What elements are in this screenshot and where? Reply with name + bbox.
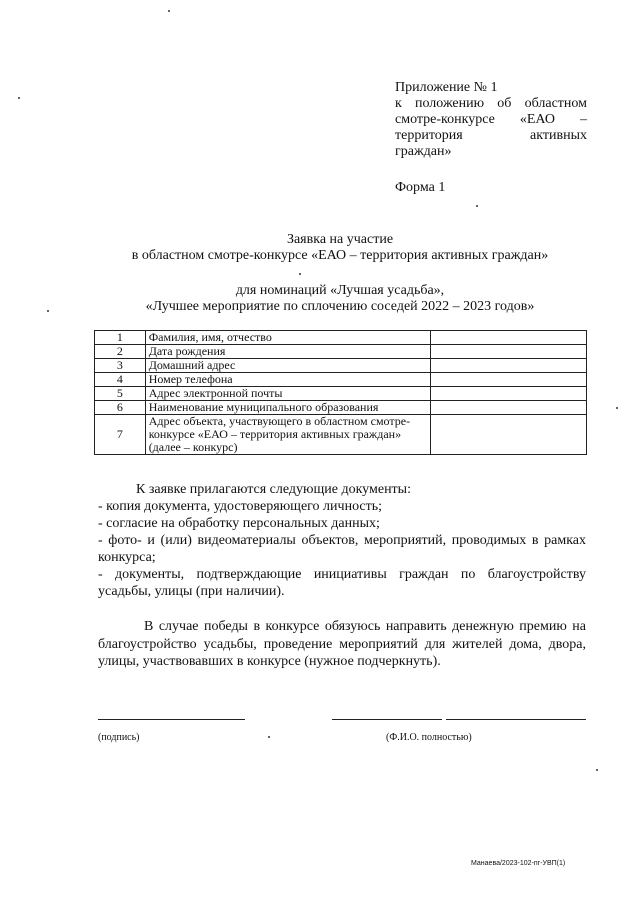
nomination-line: для номинаций «Лучшая усадьба», (235, 283, 445, 298)
row-label: Наименование муниципального образования (145, 401, 430, 415)
signature-line[interactable] (98, 719, 245, 720)
row-value-field[interactable] (431, 415, 587, 455)
appendix-line: Приложение № 1 (395, 80, 498, 95)
table-row (95, 373, 587, 387)
title-line: в областном смотре-конкурсе «ЕАО – территория активных граждан» (131, 248, 549, 263)
row-label: Дата рождения (145, 345, 430, 359)
row-number: 4 (95, 373, 146, 387)
full-name-caption: (Ф.И.О. полностью) (386, 732, 472, 743)
row-number: 2 (95, 345, 146, 359)
obligation-paragraph (98, 618, 586, 671)
row-value-field[interactable] (431, 373, 587, 387)
row-value-field[interactable] (431, 359, 587, 373)
document-item: - согласие на обработку персональных данных; (98, 516, 380, 531)
document-item: - документы, подтверждающие инициативы граждан по благоустройству усадьбы, улицы (при наличии). (98, 567, 586, 599)
row-label: Номер телефона (145, 373, 430, 387)
row-number: 3 (95, 359, 146, 373)
row-label: Фамилия, имя, отчество (145, 331, 430, 345)
row-value-field[interactable] (431, 331, 587, 345)
row-number: 5 (95, 387, 146, 401)
document-title (80, 232, 600, 264)
document-item: - фото- и (или) видеоматериалы объектов, мероприятий, проводимых в рамках конкурса; (98, 533, 586, 565)
scan-speck (616, 407, 618, 409)
attached-documents (98, 481, 586, 600)
scan-speck (268, 736, 270, 738)
document-item: - копия документа, удостоверяющего личность; (98, 499, 383, 514)
scan-speck (168, 10, 170, 12)
row-number: 6 (95, 401, 146, 415)
row-label: Адрес объекта, участвующего в областном смотре-конкурсе «ЕАО – территория активных граждан» (далее – конкурс) (145, 415, 430, 455)
row-number: 1 (95, 331, 146, 345)
table-row (95, 415, 587, 455)
form-label: Форма 1 (395, 180, 446, 195)
name-line-part-1[interactable] (332, 719, 442, 720)
title-line: Заявка на участие (286, 232, 394, 247)
appendix-line: территория активных (395, 128, 587, 143)
nomination-line: «Лучшее мероприятие по сплочению соседей 2022 – 2023 годов» (145, 299, 535, 314)
scan-speck (18, 97, 20, 99)
row-number: 7 (95, 415, 146, 455)
table-row (95, 331, 587, 345)
scan-speck (47, 310, 49, 312)
obligation-text: В случае победы в конкурсе обязуюсь направить денежную премию на благоустройство усадьбы, проведение мероприятий для жителей дома, двора, улицы, участвовавших в конкурсе (нужное подчеркнуть). (98, 619, 586, 669)
scan-speck (476, 205, 478, 207)
documents-intro: К заявке прилагаются следующие документы: (136, 482, 411, 497)
appendix-header (395, 80, 587, 160)
signature-caption: (подпись) (98, 732, 140, 743)
name-line-part-2[interactable] (446, 719, 586, 720)
table-row (95, 359, 587, 373)
row-value-field[interactable] (431, 387, 587, 401)
table-row (95, 387, 587, 401)
row-label: Домашний адрес (145, 359, 430, 373)
table-row (95, 401, 587, 415)
row-value-field[interactable] (431, 401, 587, 415)
nominations (80, 283, 600, 315)
scan-speck (596, 769, 598, 771)
table-row (95, 345, 587, 359)
appendix-line: граждан» (395, 144, 452, 159)
row-value-field[interactable] (431, 345, 587, 359)
application-table (94, 330, 587, 455)
row-label: Адрес электронной почты (145, 387, 430, 401)
scan-speck (299, 273, 301, 275)
appendix-line: к положению об областном (395, 96, 587, 111)
appendix-line: смотре-конкурсе «ЕАО – (395, 112, 587, 127)
document-code: Манаева/2023-102-пг-УВП(1) (471, 860, 566, 867)
